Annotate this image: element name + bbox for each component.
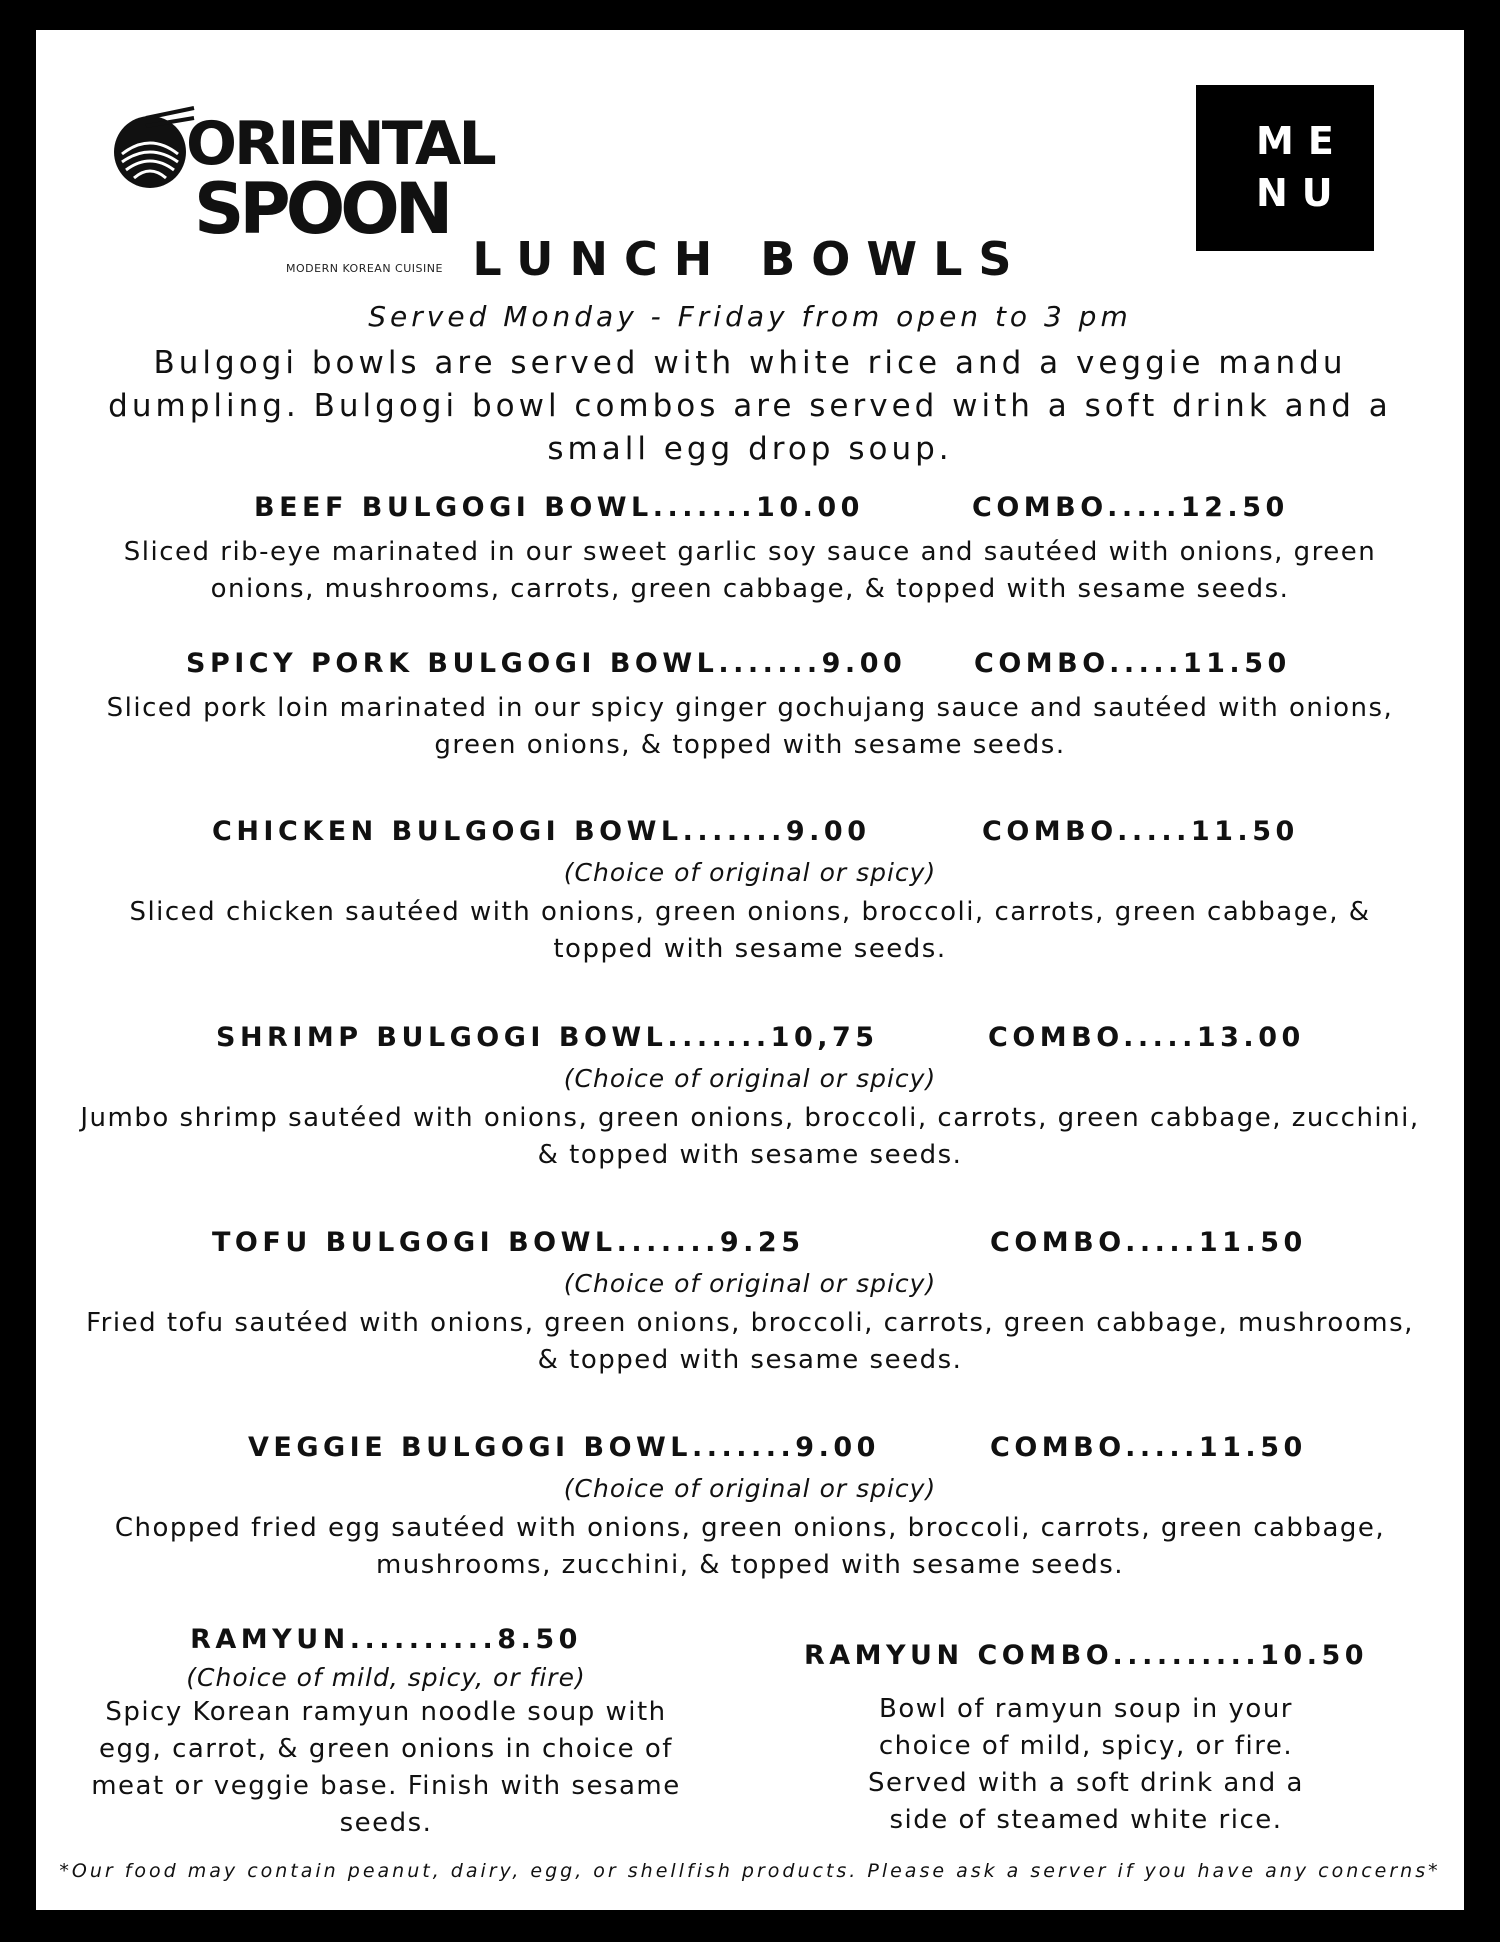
- menu-badge: [1196, 85, 1374, 251]
- item-combo-price: COMBO.....12.50: [972, 492, 1289, 523]
- item-description: Bowl of ramyun soup in your choice of mild, spicy, or fire. Served with a soft drink and a side of steamed white rice.: [868, 1694, 1304, 1835]
- item-name: RAMYUN..........8.50: [190, 1624, 582, 1655]
- item-description: Spicy Korean ramyun noodle soup with egg, carrot, & green onions in choice of meat or veggie base. Finish with sesame seeds.: [91, 1697, 681, 1838]
- bowl-logo-icon: [108, 104, 198, 194]
- item-combo-price: COMBO.....11.50: [990, 1432, 1307, 1463]
- item-name: BEEF BULGOGI BOWL.......10.00: [254, 492, 864, 523]
- logo-word-spoon: SPOON: [194, 168, 449, 250]
- item-combo-price: COMBO.....11.50: [982, 816, 1299, 847]
- item-choice-note: (Choice of original or spicy): [563, 1269, 937, 1298]
- menu-page: [36, 30, 1464, 1910]
- item-name: VEGGIE BULGOGI BOWL.......9.00: [248, 1432, 880, 1463]
- menu-badge-line2: NU: [1256, 171, 1347, 215]
- item-description: Sliced rib-eye marinated in our sweet garlic soy sauce and sautéed with onions, green onions, mushrooms, carrots, green cabbage, & topped with sesame seeds.: [123, 537, 1377, 604]
- item-description: Sliced chicken sautéed with onions, green onions, broccoli, carrots, green cabbage, & topped with sesame seeds.: [129, 897, 1371, 964]
- item-description: Sliced pork loin marinated in our spicy ginger gochujang sauce and sautéed with onions, green onions, & topped with sesame seeds.: [106, 693, 1394, 760]
- logo-word-oriental: ORIENTAL: [186, 109, 494, 179]
- item-combo-price: COMBO.....11.50: [990, 1227, 1307, 1258]
- intro-text: Bulgogi bowls are served with white rice and a veggie mandu dumpling. Bulgogi bowl combos are served with a soft drink and a small egg drop soup.: [108, 345, 1392, 467]
- item-name: SHRIMP BULGOGI BOWL.......10,75: [216, 1022, 879, 1053]
- page-title: LUNCH BOWLS: [472, 232, 1028, 286]
- allergen-notice: *Our food may contain peanut, dairy, egg, or shellfish products. Please ask a server if you have any concerns*: [59, 1860, 1441, 1882]
- item-combo-price: COMBO.....11.50: [974, 648, 1291, 679]
- item-choice-note: (Choice of original or spicy): [563, 858, 937, 887]
- item-name: SPICY PORK BULGOGI BOWL.......9.00: [186, 648, 907, 679]
- serving-hours: Served Monday - Friday from open to 3 pm: [368, 300, 1132, 333]
- menu-item-ramyun: [76, 1624, 696, 1842]
- item-name: CHICKEN BULGOGI BOWL.......9.00: [212, 816, 871, 847]
- item-choice-note: (Choice of mild, spicy, or fire): [186, 1663, 586, 1692]
- item-name: TOFU BULGOGI BOWL.......9.25: [212, 1227, 805, 1258]
- menu-item-ramyun-combo: [776, 1640, 1396, 1839]
- item-combo-price: COMBO.....13.00: [988, 1022, 1305, 1053]
- logo-tagline: MODERN KOREAN CUISINE: [286, 262, 443, 275]
- item-name: RAMYUN COMBO..........10.50: [803, 1640, 1369, 1671]
- item-choice-note: (Choice of original or spicy): [563, 1064, 937, 1093]
- item-description: Jumbo shrimp sautéed with onions, green onions, broccoli, carrots, green cabbage, zucchini, & topped with sesame seeds.: [80, 1103, 1420, 1170]
- item-description: Fried tofu sautéed with onions, green onions, broccoli, carrots, green cabbage, mushrooms, & topped with sesame seeds.: [86, 1308, 1414, 1375]
- item-choice-note: (Choice of original or spicy): [563, 1474, 937, 1503]
- item-description: Chopped fried egg sautéed with onions, green onions, broccoli, carrots, green cabbage, mushrooms, zucchini, & topped with sesame seeds.: [114, 1513, 1386, 1580]
- menu-badge-line1: ME: [1256, 119, 1348, 163]
